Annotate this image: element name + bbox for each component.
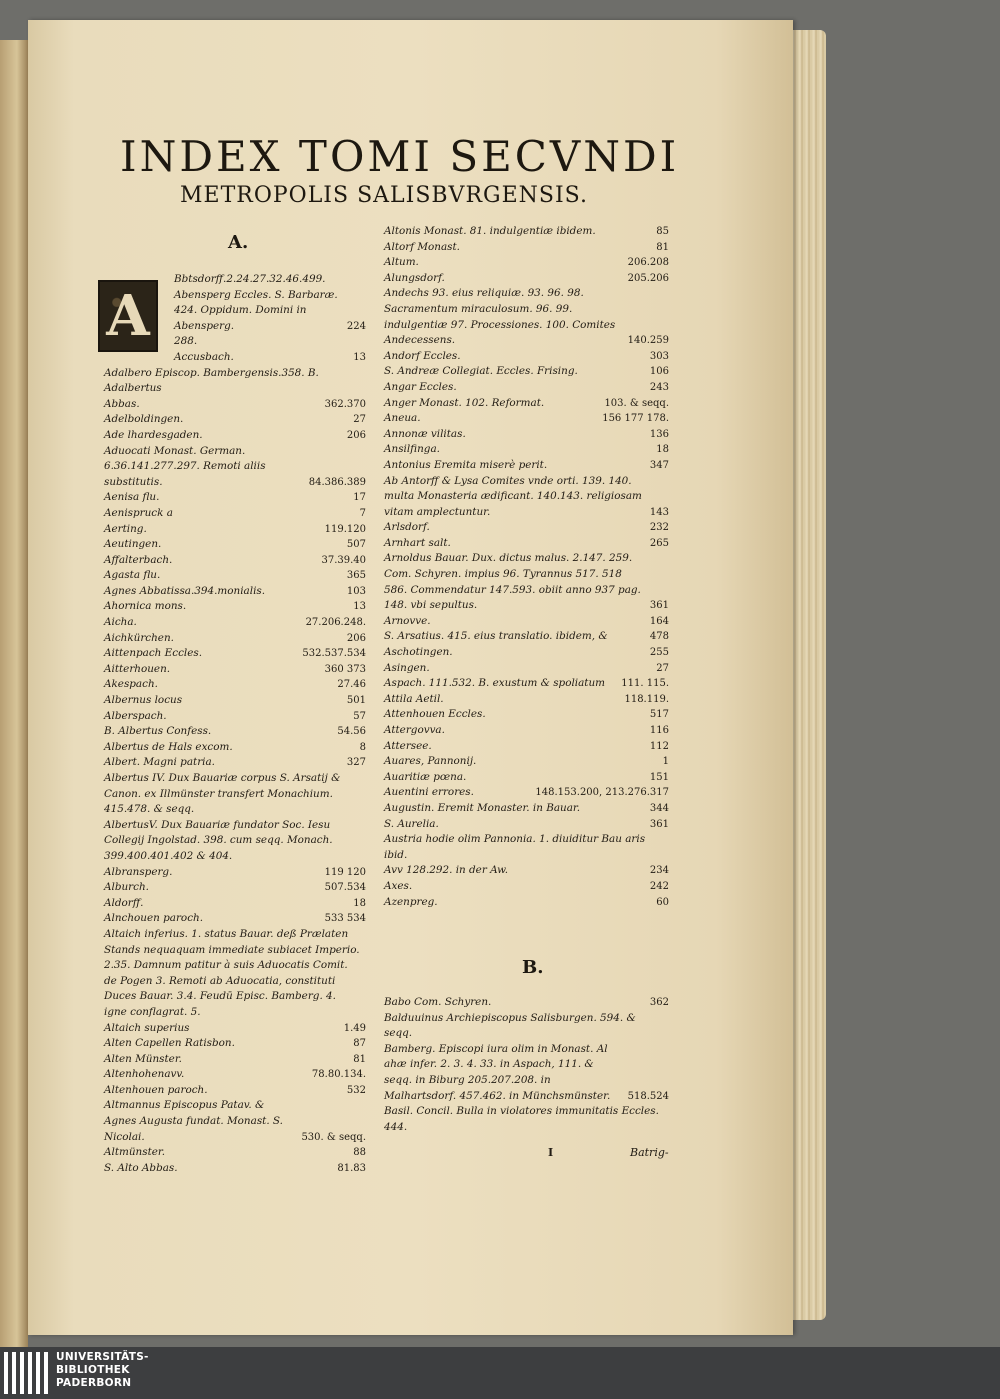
- index-entry: [384, 863, 669, 879]
- index-entry: [384, 1042, 669, 1104]
- index-entry: [384, 224, 669, 240]
- index-pages: 518.524: [627, 1090, 669, 1102]
- index-pages: 13: [353, 351, 366, 363]
- index-term: Altmannus Episcopus Patav. & Agnes Augusta fundat. Monast. S. Nicolai.: [104, 1099, 283, 1143]
- index-pages: 156 177 178.: [602, 413, 669, 425]
- index-entry: [384, 995, 669, 1011]
- index-entry: [384, 380, 669, 396]
- index-term: S. Aurelia.: [384, 817, 439, 830]
- index-term: Alburch.: [104, 881, 149, 894]
- index-term: Agnes Abbatissa.394.monialis.: [104, 584, 266, 597]
- index-term: Attenhouen Eccles.: [384, 708, 486, 721]
- index-term: Albertus de Hals excom.: [104, 740, 233, 753]
- index-entry: [104, 927, 366, 1021]
- index-pages: 103. & seqq.: [604, 397, 669, 409]
- index-entry: [384, 801, 669, 817]
- index-pages: 347: [649, 459, 669, 471]
- index-pages: 362.370: [324, 398, 366, 410]
- index-term: Austria hodie olim Pannonia. 1. diuiditur Bau aris ibid.: [384, 833, 646, 861]
- index-entry: [104, 350, 366, 366]
- library-name-line2: BIBLIOTHEK: [56, 1364, 130, 1376]
- index-term: Basil. Concil. Bulla in violatores immunitatis Eccles. 444.: [384, 1105, 659, 1133]
- index-entry: [384, 1104, 669, 1135]
- section-heading-a: A.: [228, 232, 249, 253]
- index-term: 288.: [174, 335, 198, 348]
- index-pages: 112: [649, 740, 669, 752]
- index-entry: [104, 818, 366, 865]
- index-pages: 18: [656, 444, 669, 456]
- index-pages: 87: [353, 1038, 366, 1050]
- index-term: Balduuinus Archiepiscopus Salisburgen. 594. & seqq.: [384, 1011, 636, 1040]
- index-pages: 517: [649, 709, 669, 721]
- index-entry: [104, 397, 366, 413]
- index-pages: 478: [649, 631, 669, 643]
- index-entry: [384, 255, 669, 271]
- index-pages: 106: [649, 366, 669, 378]
- index-entry: [104, 584, 366, 600]
- index-pages: 303: [649, 350, 669, 362]
- index-entry: [104, 272, 366, 288]
- index-term: Attila Aetil.: [384, 692, 444, 705]
- index-term: Aldorff.: [104, 896, 144, 909]
- index-pages: 206: [346, 632, 366, 644]
- index-entry: [384, 629, 669, 645]
- index-entry: [104, 444, 366, 491]
- index-pages: 224: [346, 320, 366, 332]
- index-entry: [104, 662, 366, 678]
- index-entry: [104, 568, 366, 584]
- index-pages: 1: [662, 756, 669, 768]
- index-pages: 140.259: [627, 335, 669, 347]
- index-term: Albert. Magni patria.: [104, 756, 215, 769]
- catchword: Batrig-: [630, 1146, 669, 1159]
- index-term: Aschotingen.: [384, 646, 453, 659]
- decorated-initial: A: [98, 280, 158, 352]
- index-pages: 119 120: [324, 866, 366, 878]
- index-entry: [104, 1052, 366, 1068]
- index-term: Augustin. Eremit Monaster. in Bauar.: [384, 801, 581, 814]
- index-pages: 84.386.389: [308, 476, 366, 488]
- index-term: Alberspach.: [104, 709, 167, 722]
- index-term: Anger Monast. 102. Reformat.: [384, 396, 545, 409]
- library-name: [56, 1351, 196, 1390]
- index-entry: [104, 553, 366, 569]
- index-entry: [104, 709, 366, 725]
- index-pages: 365: [346, 570, 366, 582]
- index-entry: [104, 1021, 366, 1037]
- index-term: Aenispruck a: [104, 506, 173, 519]
- index-pages: 8: [359, 741, 366, 753]
- index-term: Azenpreg.: [384, 895, 438, 908]
- index-term: S. Alto Abbas.: [104, 1161, 178, 1174]
- index-entry: [384, 551, 669, 613]
- index-entry: [104, 1083, 366, 1099]
- index-pages: 501: [346, 695, 366, 707]
- index-term: Aneua.: [384, 412, 421, 425]
- index-term: Alungsdorf.: [384, 271, 445, 284]
- index-pages: 360 373: [324, 663, 366, 675]
- section-heading-b: B.: [522, 957, 544, 978]
- index-term: Aenisa flu.: [104, 491, 160, 504]
- index-entry: [104, 896, 366, 912]
- index-term: Ahornica mons.: [104, 600, 187, 613]
- index-entry: [384, 411, 669, 427]
- index-term: Andechs 93. eius reliquiæ. 93. 96. 98. Sacramentum miraculosum. 96. 99. indulgentiæ 97. Processiones. 100. Comites Andecessens.: [384, 287, 616, 347]
- index-term: Altaich inferius. 1. status Bauar. deß Prælaten Stands nequaquam immediate subiacet Imperio. 2.35. Damnum patitur à suis Aduocatis Comit. de Pogen 3. Remoti ab Aduocatia, constituti Duces Bauar. 3.4. Feudū Episc. Bamberg. 4. igne conflagrat. 5.: [104, 927, 360, 1018]
- index-pages: 234: [649, 865, 669, 877]
- index-term: Arnoldus Bauar. Dux. dictus malus. 2.147. 259. Com. Schyren. impius 96. Tyrannus 517. 518 586. Commendatur 147.593. obiit anno 937 pag. 148. vbi sepultus.: [384, 552, 641, 612]
- index-entry: [104, 880, 366, 896]
- index-entry: [384, 645, 669, 661]
- index-term: Adelboldingen.: [104, 413, 184, 426]
- index-entry: [384, 692, 669, 708]
- index-entry: [384, 349, 669, 365]
- index-term: Auaritiæ pœna.: [384, 770, 467, 783]
- index-term: Babo Com. Schyren.: [384, 996, 492, 1008]
- index-pages: 265: [649, 537, 669, 549]
- index-pages: 88: [353, 1147, 366, 1159]
- index-pages: 206: [346, 429, 366, 441]
- index-pages: 243: [649, 381, 669, 393]
- index-pages: 507: [346, 539, 366, 551]
- page-subtitle: METROPOLIS SALISBVRGENSIS.: [180, 183, 588, 208]
- index-term: Aduocati Monast. German. 6.36.141.277.297. Remoti aliis substitutis.: [104, 444, 266, 488]
- index-pages: 103: [346, 585, 366, 597]
- index-term: Alten Capellen Ratisbon.: [104, 1037, 235, 1050]
- index-pages: 37.39.40: [321, 554, 366, 566]
- index-entry: [104, 693, 366, 709]
- index-entry: [104, 615, 366, 631]
- index-entry: [384, 364, 669, 380]
- index-term: Arnhart salt.: [384, 536, 451, 549]
- index-entry: [104, 1036, 366, 1052]
- index-entry: [384, 536, 669, 552]
- index-entry: [384, 676, 669, 692]
- index-entry: [384, 707, 669, 723]
- index-entry: [104, 755, 366, 771]
- library-name-line1: UNIVERSITÄTS-: [56, 1351, 149, 1363]
- index-pages: 530. & seqq.: [301, 1131, 366, 1143]
- index-entry: [104, 724, 366, 740]
- index-pages: 361: [649, 818, 669, 830]
- index-entry: [384, 770, 669, 786]
- index-term: Albertus IV. Dux Bauariæ corpus S. Arsatij & Canon. ex Illmünster transfert Monachium. 415.478. & seqq.: [104, 772, 341, 816]
- index-entry: [384, 832, 669, 863]
- index-entry: [384, 442, 669, 458]
- index-entry: [384, 739, 669, 755]
- index-term: Abbas.: [104, 397, 140, 410]
- index-entry: [104, 740, 366, 756]
- index-term: Altonis Monast. 81. indulgentiæ ibidem.: [384, 225, 596, 237]
- index-term: Altaich superius: [104, 1021, 190, 1034]
- index-term: B. Albertus Confess.: [104, 725, 212, 738]
- index-term: Asingen.: [384, 661, 430, 674]
- index-term: Akespach.: [104, 678, 158, 691]
- index-term: Altum.: [384, 256, 419, 269]
- index-pages: 60: [656, 896, 669, 908]
- index-entry: [384, 785, 669, 801]
- index-entry: [384, 661, 669, 677]
- index-term: Axes.: [384, 879, 413, 892]
- index-term: Aspach. 111.532. B. exustum & spoliatum: [384, 677, 606, 690]
- index-pages: 116: [649, 725, 669, 736]
- page-title: INDEX TOMI SECVNDI: [120, 132, 680, 181]
- index-column-right-b: [384, 995, 669, 1135]
- index-term: Andorf Eccles.: [384, 349, 461, 362]
- index-entry: [104, 677, 366, 693]
- index-term: Annonæ vilitas.: [384, 427, 466, 440]
- index-term: S. Andreæ Collegiat. Eccles. Frising.: [384, 365, 578, 378]
- index-term: Altorf Monast.: [384, 240, 460, 253]
- index-entry: [384, 723, 669, 739]
- index-term: Adalbero Episcop. Bambergensis.358. B. Adalbertus: [104, 366, 319, 395]
- index-term: Aichkürchen.: [104, 631, 174, 644]
- index-pages: 205.206: [627, 272, 669, 284]
- index-entry: [104, 428, 366, 444]
- index-pages: 362: [649, 997, 669, 1008]
- index-term: Auares, Pannonij.: [384, 755, 477, 768]
- index-term: Aerting.: [104, 522, 147, 535]
- index-term: Altenhouen paroch.: [104, 1083, 208, 1096]
- index-entry: [104, 599, 366, 615]
- index-entry: [104, 771, 366, 818]
- index-term: AlbertusV. Dux Bauariæ fundator Soc. Iesu Collegij Ingolstad. 398. cum seqq. Monach. 399.400.401.402 & 404.: [104, 818, 333, 862]
- index-entry: [104, 288, 366, 335]
- index-pages: 27: [353, 414, 366, 426]
- index-pages: 143: [649, 506, 669, 518]
- index-term: Bbtsdorff.2.24.27.32.46.499.: [174, 273, 326, 285]
- index-pages: 78.80.134.: [311, 1069, 366, 1081]
- index-term: Auentini errores.: [384, 786, 474, 799]
- index-term: Accusbach.: [174, 350, 234, 363]
- index-entry: [104, 366, 366, 397]
- library-logo-icon: [4, 1352, 50, 1394]
- index-term: S. Arsatius. 415. eius translatio. ibidem, &: [384, 630, 608, 643]
- index-term: Albernus locus: [104, 694, 183, 707]
- index-pages: 81.83: [337, 1162, 366, 1174]
- index-term: Aittenpach Eccles.: [104, 647, 203, 660]
- index-entry: [384, 427, 669, 443]
- index-pages: 242: [649, 880, 669, 892]
- index-term: Angar Eccles.: [384, 380, 457, 393]
- index-term: Alten Münster.: [104, 1052, 182, 1065]
- index-entry: [384, 458, 669, 474]
- index-term: Affalterbach.: [104, 553, 173, 566]
- index-pages: 17: [353, 492, 366, 504]
- index-entry: [104, 412, 366, 428]
- index-term: Aeutingen.: [104, 538, 162, 551]
- index-pages: 533 534: [324, 913, 366, 925]
- index-pages: 7: [359, 507, 366, 519]
- index-pages: 232: [649, 522, 669, 534]
- index-term: Abensperg Eccles. S. Barbaræ. 424. Oppidum. Domini in Abensperg.: [174, 288, 338, 332]
- index-entry: [104, 1098, 366, 1145]
- index-entry: [104, 646, 366, 662]
- index-entry: [104, 506, 366, 522]
- index-pages: 118.119.: [624, 693, 669, 705]
- index-pages: 507.534: [324, 882, 366, 894]
- index-entry: [384, 271, 669, 287]
- index-entry: [384, 879, 669, 895]
- index-term: Arnovve.: [384, 614, 431, 627]
- library-name-line3: PADERBORN: [56, 1377, 132, 1389]
- index-pages: 532: [346, 1084, 366, 1096]
- index-pages: 206.208: [627, 257, 669, 269]
- index-term: Ade lhardesgaden.: [104, 428, 203, 441]
- index-pages: 85: [656, 226, 669, 237]
- index-entry: [384, 240, 669, 256]
- index-entry: [384, 286, 669, 348]
- index-entry: [104, 631, 366, 647]
- index-column-left: [104, 272, 366, 1176]
- index-term: Attersee.: [384, 739, 432, 752]
- index-entry: [104, 522, 366, 538]
- index-entry: [384, 396, 669, 412]
- index-pages: 13: [353, 601, 366, 613]
- index-term: Ansilfinga.: [384, 443, 440, 456]
- index-entry: [104, 865, 366, 881]
- index-entry: [384, 474, 669, 521]
- index-pages: 148.153.200, 213.276.317: [535, 787, 669, 799]
- index-pages: 255: [649, 647, 669, 659]
- index-term: Agasta flu.: [104, 569, 161, 582]
- index-entry: [104, 490, 366, 506]
- index-pages: 119.120: [324, 523, 366, 535]
- index-term: Attergovva.: [384, 724, 445, 736]
- index-pages: 27.46: [337, 679, 366, 691]
- index-pages: 111. 115.: [621, 678, 669, 690]
- index-pages: 1.49: [343, 1022, 366, 1034]
- index-entry: [104, 537, 366, 553]
- index-entry: [384, 1011, 669, 1042]
- index-term: Bamberg. Episcopi iura olim in Monast. Al ahæ infer. 2. 3. 4. 33. in Aspach, 111. & seqq. in Biburg 205.207.208. in Malhartsdorf. 457.462. in Münchsmünster.: [384, 1042, 611, 1102]
- index-entry: [104, 1161, 366, 1177]
- index-entry: [384, 895, 669, 911]
- index-term: Albransperg.: [104, 865, 173, 878]
- index-pages: 361: [649, 600, 669, 612]
- index-entry: [384, 520, 669, 536]
- index-term: Alnchouen paroch.: [104, 912, 204, 925]
- index-term: Altmünster.: [104, 1146, 166, 1159]
- index-pages: 54.56: [337, 726, 366, 738]
- index-term: Ab Antorff & Lysa Comites vnde orti. 139. 140. multa Monasteria ædificant. 140.143. religiosam vitam amplectuntur.: [384, 474, 642, 518]
- left-page-edge: [0, 40, 28, 1347]
- index-pages: 81: [353, 1053, 366, 1065]
- index-entry: [104, 1145, 366, 1161]
- signature-mark: I: [548, 1146, 554, 1159]
- page-edges: [790, 30, 826, 1320]
- index-pages: 151: [649, 771, 669, 783]
- index-entry: [104, 911, 366, 927]
- index-term: Altenhohenavv.: [104, 1068, 185, 1081]
- index-pages: 81: [656, 241, 669, 253]
- index-column-right: [384, 224, 669, 910]
- index-pages: 164: [649, 615, 669, 627]
- index-pages: 27.206.248.: [305, 617, 366, 629]
- index-entry: [104, 334, 366, 350]
- index-term: Aitterhouen.: [104, 662, 171, 675]
- index-entry: [384, 614, 669, 630]
- index-pages: 18: [353, 897, 366, 909]
- index-term: Antonius Eremita miserè perit.: [384, 458, 548, 471]
- index-term: Aicha.: [104, 616, 137, 629]
- index-pages: 136: [649, 428, 669, 440]
- index-entry: [384, 754, 669, 770]
- index-pages: 57: [353, 710, 366, 722]
- index-pages: 327: [346, 757, 366, 769]
- index-term: Avv 128.292. in der Aw.: [384, 864, 509, 877]
- index-entry: [104, 1067, 366, 1083]
- index-term: Arlsdorf.: [384, 521, 430, 534]
- index-entry: [384, 817, 669, 833]
- index-pages: 344: [649, 802, 669, 814]
- index-pages: 532.537.534: [302, 648, 366, 660]
- index-pages: 27: [656, 662, 669, 674]
